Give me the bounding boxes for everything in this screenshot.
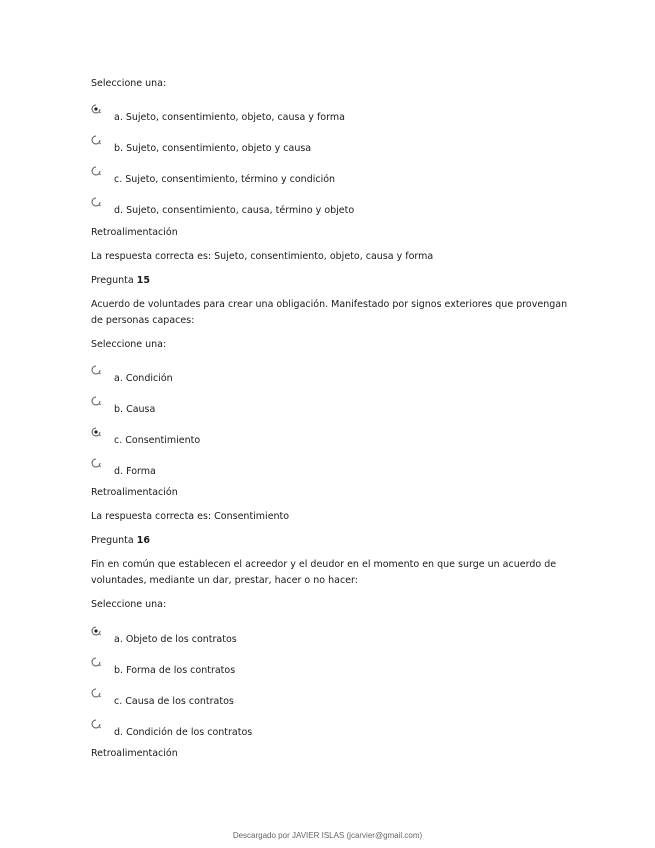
q14-option-c[interactable] bbox=[91, 166, 391, 188]
download-footer: Descargado por JAVIER ISLAS (jcarvier@gmail.com) bbox=[232, 831, 423, 840]
option-label: b. Causa bbox=[114, 404, 156, 415]
option-label: d. Sujeto, consentimiento, causa, término y objeto bbox=[114, 205, 355, 216]
select-one-label: Seleccione una: bbox=[91, 78, 167, 89]
radio-unchecked-icon[interactable] bbox=[91, 396, 101, 406]
q14-option-b[interactable] bbox=[91, 135, 391, 157]
question-header-prefix: Pregunta bbox=[91, 535, 137, 546]
feedback-label: Retroalimentación bbox=[91, 487, 178, 498]
q16-option-d[interactable] bbox=[91, 719, 391, 741]
option-label: c. Causa de los contratos bbox=[114, 696, 234, 707]
radio-checked-icon[interactable] bbox=[91, 626, 101, 636]
option-label: c. Consentimiento bbox=[114, 435, 201, 446]
q14-option-d[interactable] bbox=[91, 197, 391, 219]
radio-unchecked-icon[interactable] bbox=[91, 135, 101, 145]
radio-checked-icon[interactable] bbox=[91, 104, 101, 114]
question-text: Acuerdo de voluntades para crear una obligación. Manifestado por signos exteriores que provengan de personas capaces: bbox=[91, 299, 568, 326]
option-label: d. Forma bbox=[114, 466, 156, 477]
radio-unchecked-icon[interactable] bbox=[91, 365, 101, 375]
q15-option-b[interactable] bbox=[91, 396, 391, 418]
radio-checked-icon[interactable] bbox=[91, 427, 101, 437]
q16-option-a[interactable] bbox=[91, 626, 391, 648]
option-label: b. Forma de los contratos bbox=[114, 665, 236, 676]
select-one-label: Seleccione una: bbox=[91, 339, 167, 350]
feedback-label: Retroalimentación bbox=[91, 227, 178, 238]
option-label: c. Sujeto, consentimiento, término y condición bbox=[114, 174, 336, 185]
radio-unchecked-icon[interactable] bbox=[91, 458, 101, 468]
option-label: a. Objeto de los contratos bbox=[114, 634, 237, 645]
question-header-prefix: Pregunta bbox=[91, 275, 137, 286]
select-one-label: Seleccione una: bbox=[91, 599, 167, 610]
radio-unchecked-icon[interactable] bbox=[91, 197, 101, 207]
correct-answer: La respuesta correcta es: Consentimiento bbox=[91, 511, 290, 522]
radio-unchecked-icon[interactable] bbox=[91, 166, 101, 176]
question-text: Fin en común que establecen el acreedor y el deudor en el momento en que surge un acuerdo de voluntades, mediante un dar, prestar, hacer o no hacer: bbox=[91, 559, 557, 586]
q15-option-c[interactable] bbox=[91, 427, 391, 449]
question-header bbox=[91, 275, 150, 286]
feedback-label: Retroalimentación bbox=[91, 748, 178, 759]
radio-unchecked-icon[interactable] bbox=[91, 657, 101, 667]
option-label: a. Sujeto, consentimiento, objeto, causa y forma bbox=[114, 112, 345, 123]
q16-option-b[interactable] bbox=[91, 657, 391, 679]
correct-answer: La respuesta correcta es: Sujeto, consentimiento, objeto, causa y forma bbox=[91, 251, 434, 262]
question-number: 16 bbox=[136, 535, 150, 546]
option-label: b. Sujeto, consentimiento, objeto y causa bbox=[114, 143, 312, 154]
q16-option-c[interactable] bbox=[91, 688, 391, 710]
option-label: a. Condición bbox=[114, 373, 173, 384]
option-label: d. Condición de los contratos bbox=[114, 727, 253, 738]
radio-unchecked-icon[interactable] bbox=[91, 688, 101, 698]
question-header bbox=[91, 535, 150, 546]
radio-unchecked-icon[interactable] bbox=[91, 719, 101, 729]
q15-option-a[interactable] bbox=[91, 365, 391, 387]
q15-option-d[interactable] bbox=[91, 458, 391, 480]
q14-option-a[interactable] bbox=[91, 104, 391, 126]
question-number: 15 bbox=[136, 275, 150, 286]
